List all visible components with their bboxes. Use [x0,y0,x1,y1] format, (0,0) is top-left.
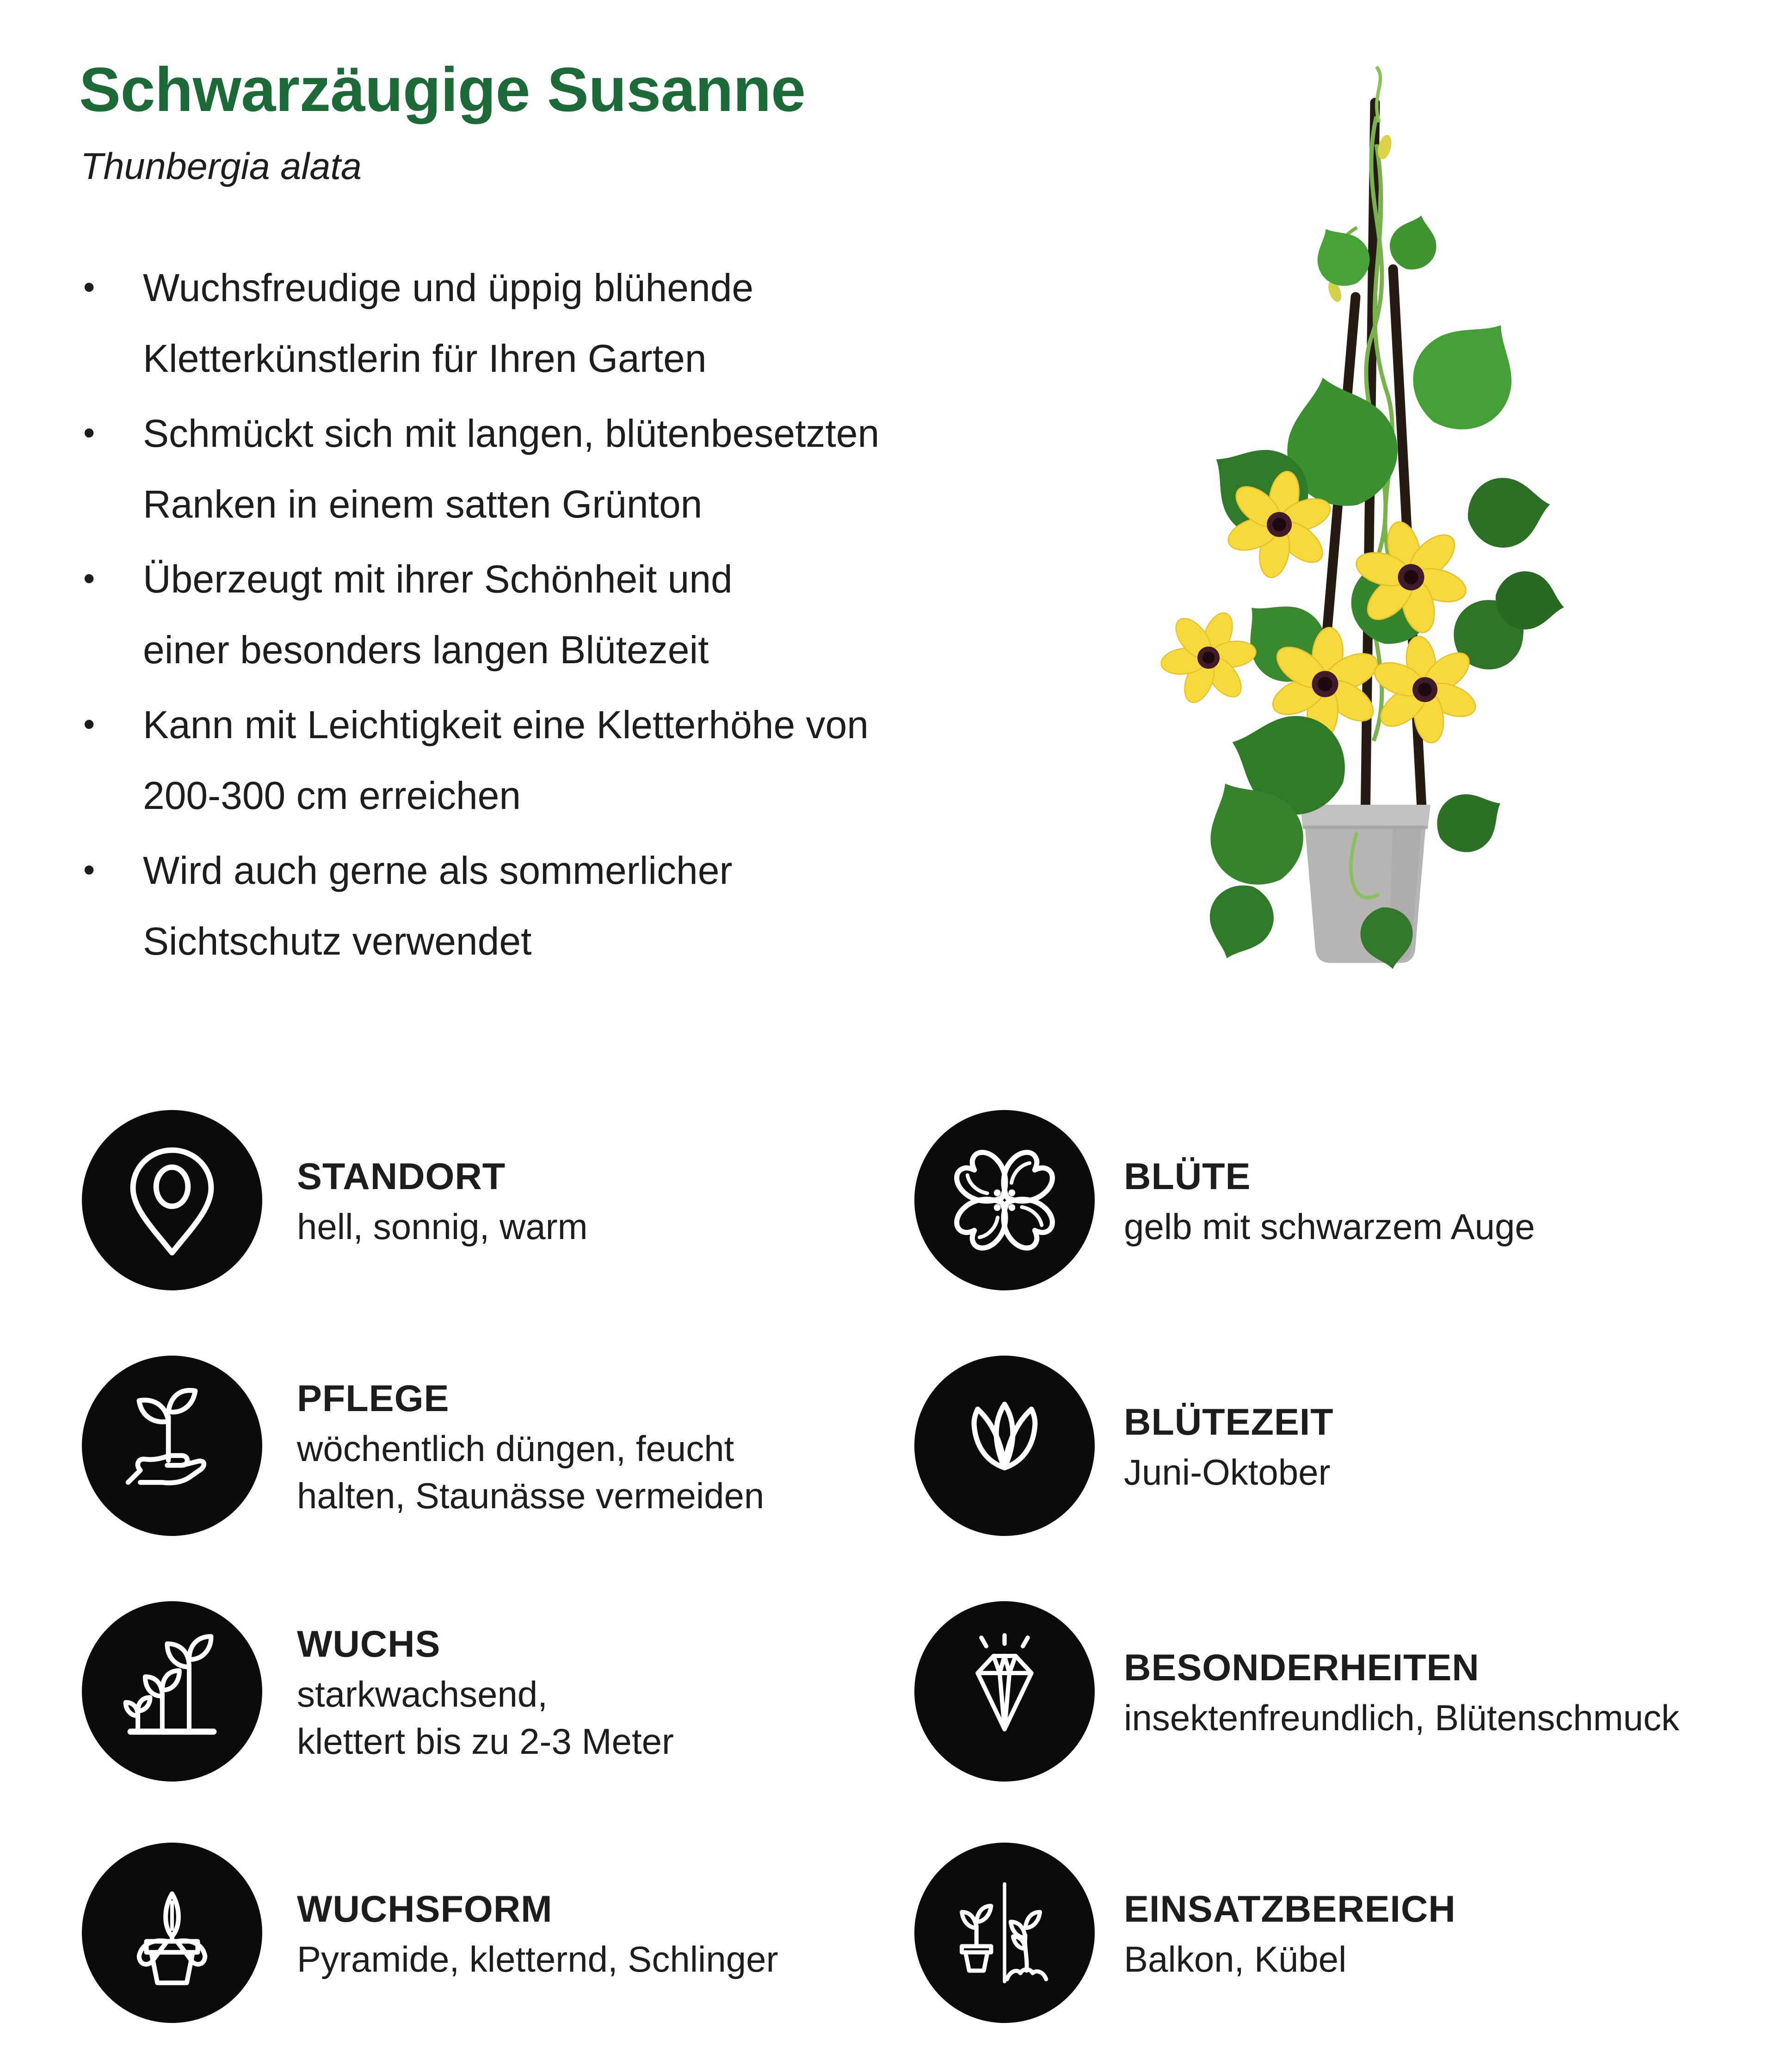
feature-einsatzbereich [914,1843,1456,2023]
bullet-dot [79,253,143,394]
feature-value: Balkon, Kübel [1124,1937,1347,1980]
bullet-text: Wird auch gerne als sommerlicher [143,849,733,892]
feature-value: Pyramide, kletternd, Schlinger [297,1937,778,1980]
bullet-text: 200-300 cm erreichen [143,774,521,817]
blossom-icon [944,1139,1066,1261]
bullet-text: Kann mit Leichtigkeit eine Kletterhöhe von [143,703,869,746]
feature-label: STANDORT [297,1155,506,1197]
icon-circle [82,1356,262,1536]
feature-value: halten, Staunässe vermeiden [297,1474,765,1516]
feature-value: gelb mit schwarzem Auge [1124,1205,1535,1247]
feature-label: WUCHSFORM [297,1887,553,1930]
bullet-dot [79,835,143,977]
list-item [79,253,995,394]
feature-besonderheiten [914,1601,1679,1782]
bullet-text: Sichtschutz verwendet [143,920,532,963]
bullet-text: Schmückt sich mit langen, blütenbesetzten [143,412,880,455]
feature-bluete [914,1110,1535,1290]
feature-value: starkwachsend, [297,1672,548,1714]
yellow-flowers [1149,462,1486,751]
tulip-icon [944,1385,1066,1507]
feature-value: insektenfreundlich, Blütenschmuck [1124,1696,1679,1738]
page-title: Schwarzäugige Susanne [79,54,806,125]
bullet-text: einer besonders langen Blütezeit [143,629,709,672]
feature-label: WUCHS [297,1622,441,1665]
feature-label: BLÜTE [1124,1155,1251,1197]
bullet-dot [79,544,143,685]
diamond-icon [944,1630,1066,1752]
icon-circle [914,1110,1095,1290]
icon-circle [82,1110,262,1290]
feature-value: hell, sonnig, warm [297,1205,588,1247]
icon-circle [914,1601,1095,1782]
feature-wuchsform [82,1843,778,2023]
description-bullet-list [79,253,995,981]
botanical-name: Thunbergia alata [80,146,362,187]
bullet-dot [79,690,143,831]
location-pin-icon [111,1139,233,1261]
bullet-text: Ranken in einem satten Grünton [143,483,703,526]
feature-label: BESONDERHEITEN [1124,1646,1480,1688]
feature-label: PFLEGE [297,1377,450,1419]
bullet-text: Wuchsfreudige und üppig blühende [143,266,754,309]
feature-standort [82,1110,588,1290]
bullet-dot [79,398,143,540]
list-item [79,544,995,685]
bullet-text: Überzeugt mit ihrer Schönheit und [143,558,733,601]
feature-pflege [82,1356,764,1536]
feature-label: EINSATZBEREICH [1124,1887,1456,1930]
list-item [79,398,995,540]
potted-plant-icon [111,1872,233,1994]
icon-circle [82,1601,262,1782]
feature-wuchs [82,1601,674,1782]
feature-value: wöchentlich düngen, feucht [297,1427,734,1469]
icon-circle [914,1356,1095,1536]
plant-photo [1149,61,1648,982]
icon-circle [914,1843,1095,2023]
feature-bluetezeit [914,1356,1334,1536]
growing-plants-icon [111,1630,233,1752]
hand-seedling-icon [111,1385,233,1507]
feature-value: Juni-Oktober [1124,1450,1331,1492]
list-item [79,835,995,977]
icon-circle [82,1843,262,2023]
feature-value: klettert bis zu 2-3 Meter [297,1720,674,1762]
bullet-text: Kletterkünstlerin für Ihren Garten [143,337,707,380]
feature-label: BLÜTEZEIT [1124,1400,1334,1443]
list-item [79,690,995,831]
balcony-pots-icon [944,1872,1066,1994]
